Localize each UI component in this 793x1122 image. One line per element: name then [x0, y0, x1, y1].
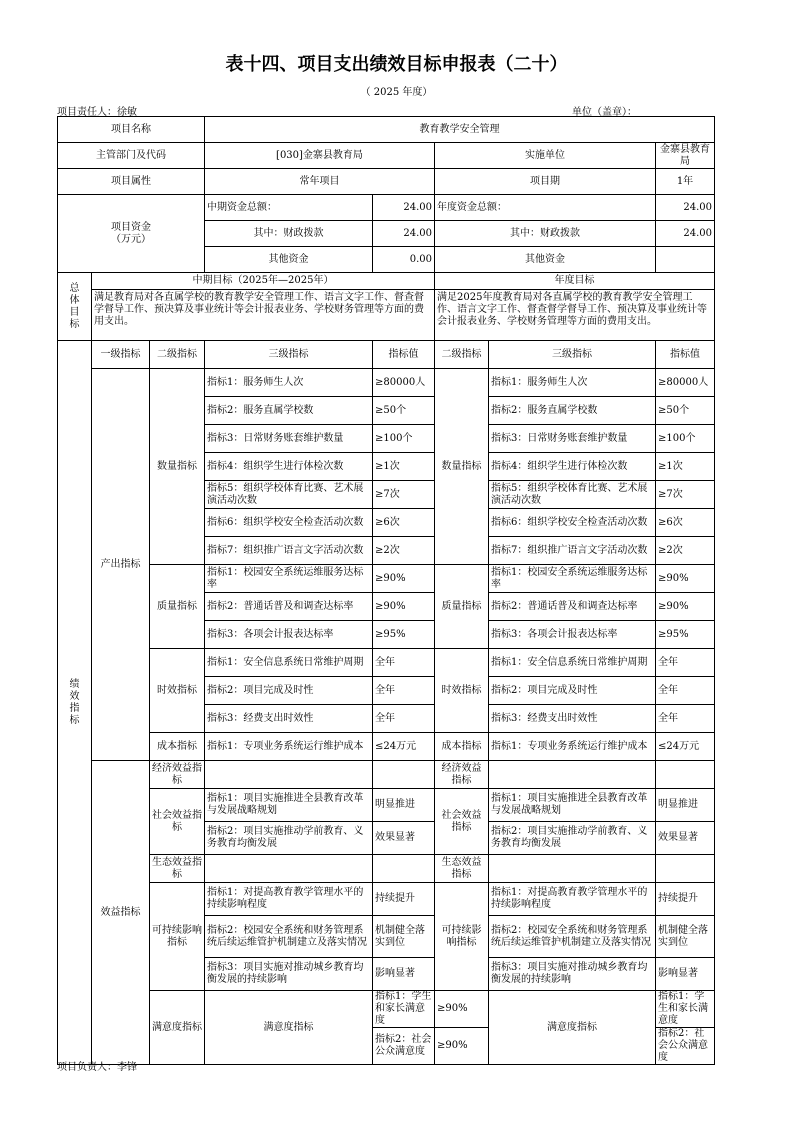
cost-label-year: 成本指标	[435, 733, 489, 761]
indicator-text: 指标1：安全信息系统日常维护周期	[489, 649, 656, 677]
table-row	[58, 369, 715, 397]
indicator-value: ≥95%	[656, 621, 715, 649]
indicator-text: 指标1：对提高教育教学管理水平的持续影响程度	[489, 883, 656, 916]
indicator-value: ≥1次	[373, 453, 435, 481]
indicator-text: 指标2：项目完成及时性	[205, 677, 373, 705]
goal-year-text: 满足2025年度教育局对各直属学校的教育教学安全管理工作、语言文字工作、督查督学督导工作、预决算及事业统计等会计报表业务、学校财务管理等方面的费用支出。	[435, 290, 715, 341]
indicator-value: ≥50个	[656, 397, 715, 425]
indicator-value: ≥2次	[656, 537, 715, 565]
indicator-value: ≥7次	[656, 481, 715, 509]
indicator-text	[489, 761, 656, 789]
indicator-text: 指标7：组织推广语言文字活动次数	[205, 537, 373, 565]
year-other-value	[656, 247, 715, 273]
table-row	[58, 565, 715, 593]
indicator-text: 指标4：组织学生进行体检次数	[205, 453, 373, 481]
indicator-text: 指标4：组织学生进行体检次数	[489, 453, 656, 481]
responsible-top: 项目责任人：徐敏	[57, 107, 137, 118]
indicator-text	[205, 761, 373, 789]
economic-label: 经济效益指标	[150, 761, 205, 789]
output-label: 产出指标	[92, 369, 150, 761]
social-label-year: 社会效益指标	[435, 789, 489, 855]
satisfaction-l2-label-year: 满意度指标	[489, 991, 656, 1065]
indicator-value: ≤24万元	[656, 733, 715, 761]
indicator-text: 指标5：组织学校体育比赛、艺术展演活动次数	[205, 481, 373, 509]
attr-value: 常年项目	[205, 169, 435, 195]
indicator-value: ≥90%	[435, 1028, 489, 1065]
year-fin-label: 其中：财政拨款	[435, 221, 656, 247]
indicator-text: 指标7：组织推广语言文字活动次数	[489, 537, 656, 565]
unit-label: 单位（盖章）：	[572, 107, 637, 118]
row-funds-total	[58, 195, 715, 221]
indicator-value	[373, 761, 435, 789]
indicator-text: 指标1：项目实施推进全县教育改革与发展战略规划	[205, 789, 373, 822]
indicator-text: 指标2：项目完成及时性	[489, 677, 656, 705]
indicator-text: 指标2：社会公众满意度	[656, 1028, 715, 1065]
funds-label: 项目资金 （万元）	[58, 195, 205, 273]
indicator-value: ≥95%	[373, 621, 435, 649]
indicator-value: 全年	[656, 649, 715, 677]
indicator-value: 效果显著	[656, 822, 715, 855]
indicator-value: 影响显著	[656, 958, 715, 991]
mid-other-value: 0.00	[373, 247, 435, 273]
page-title: 表十四、项目支出绩效目标申报表（二十）	[225, 54, 568, 75]
indicator-value: ≥7次	[373, 481, 435, 509]
head-l2: 二级指标	[150, 341, 205, 369]
goal-mid-head: 中期目标（2025年—2025年）	[92, 273, 435, 290]
satisfaction-l1-label: 满意度指标	[150, 991, 205, 1065]
ecological-label-year: 生态效益指标	[435, 855, 489, 883]
indicator-text: 指标2：校园安全系统和财务管理系统后续运维管护机制建立及落实情况	[205, 916, 373, 958]
mid-fin-label: 其中：财政拨款	[205, 221, 373, 247]
indicator-text: 指标2：服务直属学校数	[205, 397, 373, 425]
indicator-value: 全年	[373, 677, 435, 705]
quality-label: 质量指标	[150, 565, 205, 649]
indicator-value: ≥90%	[656, 593, 715, 621]
head-l3-year: 三级指标	[489, 341, 656, 369]
indicator-value: ≥100个	[656, 425, 715, 453]
indicator-text: 指标3：经费支出时效性	[205, 705, 373, 733]
indicator-text: 指标1：服务师生人次	[205, 369, 373, 397]
row-project-name	[58, 117, 715, 143]
ecological-label: 生态效益指标	[150, 855, 205, 883]
indicator-text: 指标3：日常财务账套维护数量	[489, 425, 656, 453]
period-value: 1年	[656, 169, 715, 195]
year-other-label: 其他资金	[435, 247, 656, 273]
indicator-value	[656, 855, 715, 883]
mid-fin-value: 24.00	[373, 221, 435, 247]
indicator-value: 明显推进	[656, 789, 715, 822]
indicator-text: 指标3：项目实施对推动城乡教育均衡发展的持续影响	[205, 958, 373, 991]
indicator-text: 指标1：学生和家长满意度	[373, 991, 435, 1028]
table-row	[58, 991, 715, 1028]
indicator-value: ≥90%	[435, 991, 489, 1028]
period-label: 项目期	[435, 169, 656, 195]
mid-other-label: 其他资金	[205, 247, 373, 273]
quantity-label: 数量指标	[150, 369, 205, 565]
head-val: 指标值	[373, 341, 435, 369]
row-goal-heads	[58, 273, 715, 290]
year-total-label: 年度资金总额：	[435, 195, 656, 221]
table-row	[58, 649, 715, 677]
indicator-text: 指标5：组织学校体育比赛、艺术展演活动次数	[489, 481, 656, 509]
indicator-value: 机制健全落实到位	[373, 916, 435, 958]
attr-label: 项目属性	[58, 169, 205, 195]
benefit-label: 效益指标	[92, 761, 150, 1065]
table-row	[58, 883, 715, 916]
goals-label: 总体目标	[58, 273, 92, 341]
indicator-value: ≥1次	[656, 453, 715, 481]
indicator-value: ≥100个	[373, 425, 435, 453]
indicator-text: 指标1：校园安全系统运维服务达标率	[489, 565, 656, 593]
indicator-value: 全年	[656, 705, 715, 733]
row-attr	[58, 169, 715, 195]
timeliness-label-year: 时效指标	[435, 649, 489, 733]
indicator-text: 指标1：专项业务系统运行维护成本	[205, 733, 373, 761]
timeliness-label: 时效指标	[150, 649, 205, 733]
indicator-text: 指标2：服务直属学校数	[489, 397, 656, 425]
indicator-text: 指标3：项目实施对推动城乡教育均衡发展的持续影响	[489, 958, 656, 991]
indicator-value: ≥90%	[656, 565, 715, 593]
goal-year-head: 年度目标	[435, 273, 715, 290]
year-fin-value: 24.00	[656, 221, 715, 247]
indicator-value: 全年	[656, 677, 715, 705]
indicator-text: 指标6：组织学校安全检查活动次数	[205, 509, 373, 537]
satisfaction-l2-label: 满意度指标	[205, 991, 373, 1065]
indicator-text: 指标1：服务师生人次	[489, 369, 656, 397]
responsible-bottom: 项目负责人：李锋	[57, 1062, 137, 1073]
indicator-value: 持续提升	[373, 883, 435, 916]
sustainable-label: 可持续影响指标	[150, 883, 205, 991]
indicator-value: 影响显著	[373, 958, 435, 991]
indicator-text: 指标6：组织学校安全检查活动次数	[489, 509, 656, 537]
indicator-value: ≥6次	[373, 509, 435, 537]
indicator-text: 指标2：普通话普及和调查达标率	[489, 593, 656, 621]
indicator-text: 指标1：对提高教育教学管理水平的持续影响程度	[205, 883, 373, 916]
indicator-text: 指标1：校园安全系统运维服务达标率	[205, 565, 373, 593]
indicator-text	[489, 855, 656, 883]
project-name: 教育教学安全管理	[205, 117, 715, 143]
perf-label: 绩效指标	[58, 341, 92, 1065]
indicator-value: ≥80000人	[373, 369, 435, 397]
table-row	[58, 855, 715, 883]
quantity-label-year: 数量指标	[435, 369, 489, 565]
indicator-text: 指标2：校园安全系统和财务管理系统后续运维管护机制建立及落实情况	[489, 916, 656, 958]
indicator-text: 指标2：项目实施推动学前教育、义务教育均衡发展	[489, 822, 656, 855]
indicator-text: 指标1：项目实施推进全县教育改革与发展战略规划	[489, 789, 656, 822]
head-l2-year: 二级指标	[435, 341, 489, 369]
indicator-text: 指标2：社会公众满意度	[373, 1028, 435, 1065]
table-row	[58, 789, 715, 822]
indicator-text: 指标2：普通话普及和调查达标率	[205, 593, 373, 621]
sustainable-label-year: 可持续影响指标	[435, 883, 489, 991]
performance-table	[57, 116, 715, 1065]
indicator-text: 指标3：经费支出时效性	[489, 705, 656, 733]
row-dept	[58, 143, 715, 169]
row-goal-texts	[58, 290, 715, 341]
row-perf-head	[58, 341, 715, 369]
indicator-text: 指标3：日常财务账套维护数量	[205, 425, 373, 453]
indicator-value: 全年	[373, 705, 435, 733]
indicator-text: 指标1：专项业务系统运行维护成本	[489, 733, 656, 761]
cost-label: 成本指标	[150, 733, 205, 761]
indicator-text: 指标2：项目实施推动学前教育、义务教育均衡发展	[205, 822, 373, 855]
indicator-text: 指标1：安全信息系统日常维护周期	[205, 649, 373, 677]
goal-mid-text: 满足教育局对各直属学校的教育教学安全管理工作、语言文字工作、督查督学督导工作、预决算及事业统计等会计报表业务、学校财务管理等方面的费用支出。	[92, 290, 435, 341]
indicator-text: 指标3：各项会计报表达标率	[489, 621, 656, 649]
year-total-value: 24.00	[656, 195, 715, 221]
indicator-value: 效果显著	[373, 822, 435, 855]
table-row	[58, 733, 715, 761]
indicator-value: 明显推进	[373, 789, 435, 822]
indicator-value: ≤24万元	[373, 733, 435, 761]
dept-value: [030]金寨县教育局	[205, 143, 435, 169]
indicator-text: 指标3：各项会计报表达标率	[205, 621, 373, 649]
quality-label-year: 质量指标	[435, 565, 489, 649]
mid-total-value: 24.00	[373, 195, 435, 221]
impl-label: 实施单位	[435, 143, 656, 169]
indicator-value: ≥80000人	[656, 369, 715, 397]
dept-label: 主管部门及代码	[58, 143, 205, 169]
indicator-value: 持续提升	[656, 883, 715, 916]
head-val-year: 指标值	[656, 341, 715, 369]
impl-value: 金寨县教育局	[656, 143, 715, 169]
indicator-value	[656, 761, 715, 789]
indicator-value: ≥2次	[373, 537, 435, 565]
table-row	[58, 761, 715, 789]
indicator-value: ≥90%	[373, 565, 435, 593]
indicator-value	[373, 855, 435, 883]
project-name-label: 项目名称	[58, 117, 205, 143]
indicator-value: ≥90%	[373, 593, 435, 621]
indicator-text: 指标1：学生和家长满意度	[656, 991, 715, 1028]
indicator-value: ≥50个	[373, 397, 435, 425]
indicator-text	[205, 855, 373, 883]
indicator-value: 机制健全落实到位	[656, 916, 715, 958]
year-line: （ 2025 年度）	[360, 87, 433, 98]
mid-total-label: 中期资金总额：	[205, 195, 373, 221]
head-l1: 一级指标	[92, 341, 150, 369]
indicator-value: ≥6次	[656, 509, 715, 537]
head-l3: 三级指标	[205, 341, 373, 369]
social-label: 社会效益指标	[150, 789, 205, 855]
indicator-value: 全年	[373, 649, 435, 677]
economic-label-year: 经济效益指标	[435, 761, 489, 789]
